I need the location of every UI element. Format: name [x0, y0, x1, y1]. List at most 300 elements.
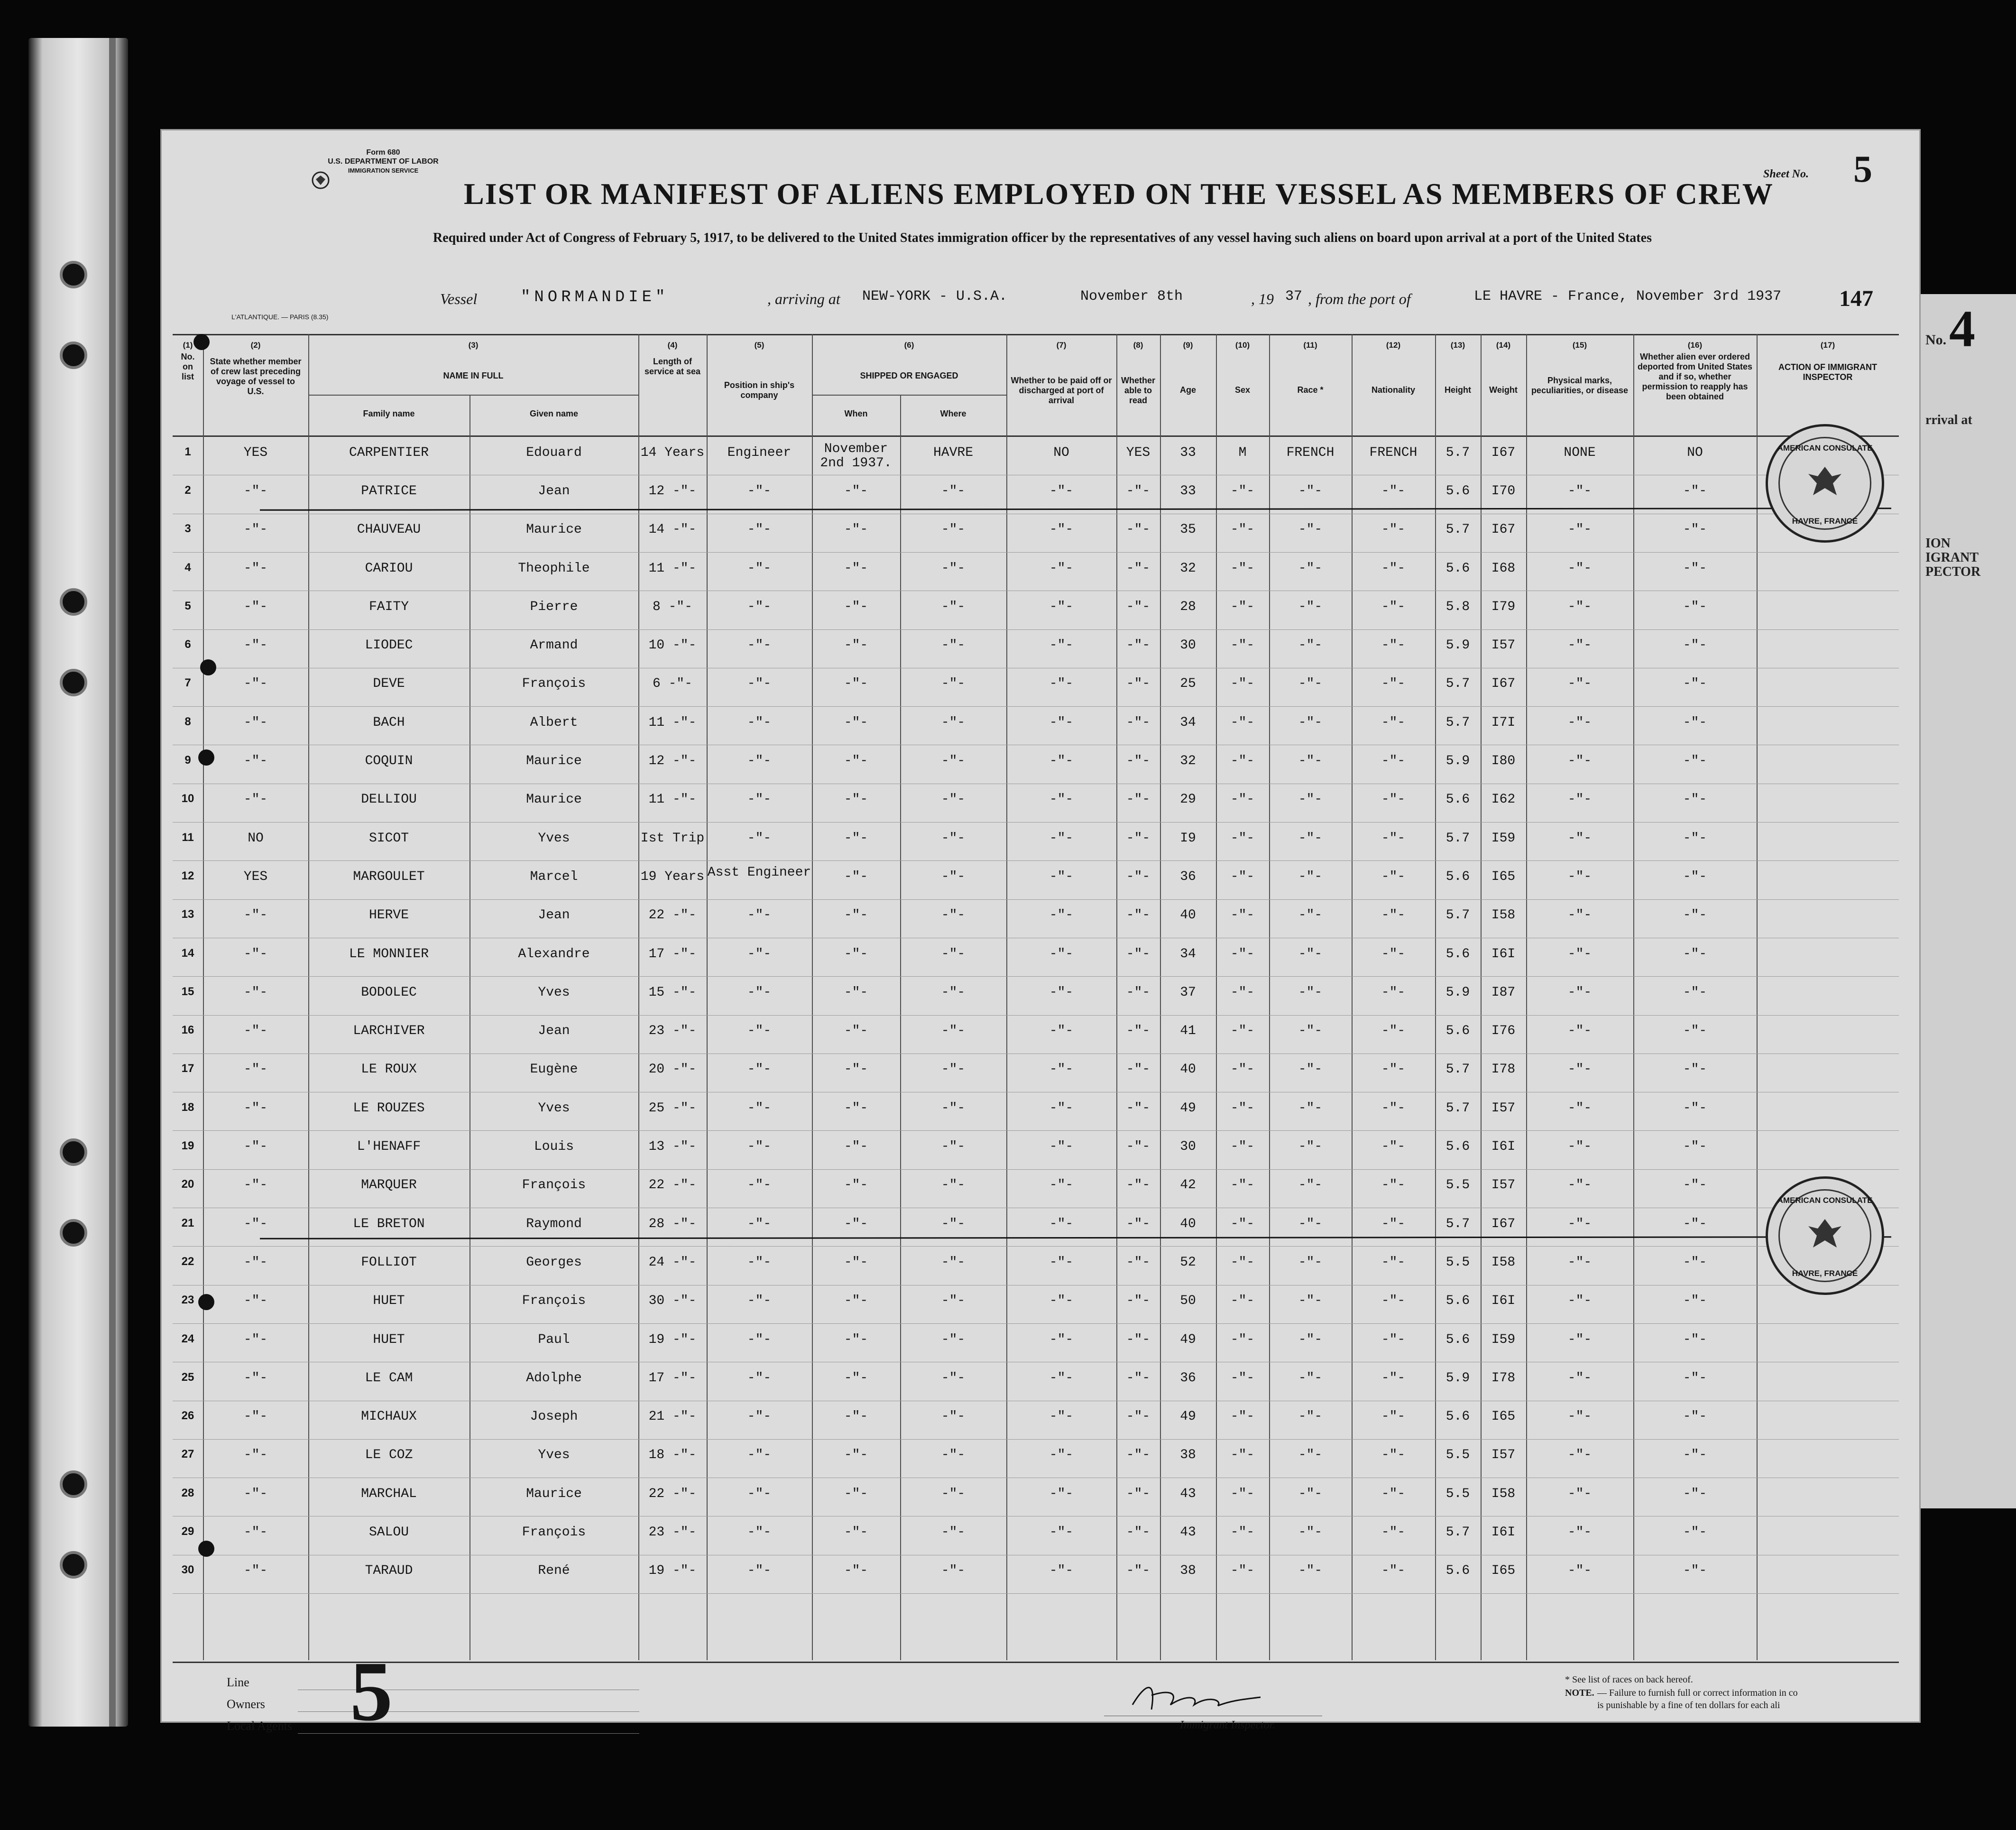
cell-sex: -"- [1230, 1255, 1255, 1270]
cell-weight: I76 [1491, 1024, 1516, 1039]
cell-age: 32 [1180, 754, 1196, 769]
cell-no: 24 [181, 1332, 194, 1345]
cell-service: 24 -"- [648, 1255, 697, 1270]
cell-when: -"- [844, 483, 868, 499]
table-row [160, 517, 1899, 555]
cell-sex: M [1238, 445, 1247, 460]
cell-paid: -"- [1049, 1294, 1074, 1309]
cell-deported: -"- [1683, 792, 1707, 807]
cell-age: 49 [1180, 1332, 1196, 1347]
local-agents-label: Local Agents [227, 1719, 292, 1733]
cell-prev: -"- [243, 1216, 268, 1231]
cell-race: -"- [1298, 908, 1323, 923]
column-number: (13) [1450, 341, 1465, 350]
cell-prev: -"- [243, 908, 268, 923]
cell-given: Louis [534, 1139, 574, 1155]
cell-family: L'HENAFF [357, 1139, 421, 1155]
cell-weight: I6I [1491, 1294, 1516, 1309]
cell-height: 5.6 [1445, 869, 1470, 884]
cell-race: -"- [1298, 754, 1323, 769]
cell-nat: -"- [1381, 483, 1406, 499]
cell-sex: -"- [1230, 1216, 1255, 1231]
cell-paid: -"- [1049, 561, 1074, 576]
cell-deported: -"- [1683, 946, 1707, 961]
cell-read: -"- [1126, 1486, 1151, 1501]
cell-position: -"- [747, 985, 772, 1000]
table-row [160, 786, 1899, 825]
cell-when: -"- [844, 1486, 868, 1501]
cell-age: I9 [1180, 831, 1196, 846]
cell-service: 20 -"- [648, 1062, 697, 1077]
form-header [322, 148, 445, 175]
cell-weight: I67 [1491, 522, 1516, 537]
cell-race: -"- [1298, 1332, 1323, 1347]
cell-read: -"- [1126, 869, 1151, 884]
cell-service: 30 -"- [648, 1294, 697, 1309]
eagle-emblem-icon [1804, 1212, 1846, 1255]
cell-no: 26 [181, 1409, 194, 1423]
cell-paid: -"- [1049, 908, 1074, 923]
cell-read: -"- [1126, 599, 1151, 614]
table-row [160, 902, 1899, 941]
cell-height: 5.9 [1445, 638, 1470, 653]
cell-position: -"- [747, 561, 772, 576]
immigrant-inspector-label: Immigrant Inspector. [1180, 1719, 1276, 1731]
cell-read: -"- [1126, 985, 1151, 1000]
cell-race: -"- [1298, 676, 1323, 692]
cell-family: MICHAUX [361, 1409, 417, 1424]
cell-service: 12 -"- [648, 483, 697, 499]
cell-nat: FRENCH [1369, 445, 1418, 460]
punch-hole [198, 749, 214, 766]
cell-read: -"- [1126, 1409, 1151, 1424]
cell-race: FRENCH [1286, 445, 1335, 460]
from-port-label: , from the port of [1308, 290, 1411, 307]
cell-when: -"- [844, 869, 868, 884]
cell-family: TARAUD [365, 1563, 413, 1579]
cell-no: 2 [184, 483, 191, 497]
cell-age: 28 [1180, 599, 1196, 614]
cell-deported: -"- [1683, 483, 1707, 499]
cell-prev: -"- [243, 1255, 268, 1270]
cell-service: 14 -"- [648, 522, 697, 537]
cell-position: -"- [747, 1216, 772, 1231]
cell-paid: -"- [1049, 1332, 1074, 1347]
cell-given: Georges [526, 1255, 582, 1270]
cell-deported: -"- [1683, 869, 1707, 884]
cell-position: -"- [747, 1332, 772, 1347]
cell-no: 13 [181, 908, 194, 921]
cell-family: SALOU [368, 1525, 409, 1540]
column-header: NAME IN FULL [443, 371, 504, 380]
cell-deported: -"- [1683, 676, 1707, 692]
cell-nat: -"- [1381, 561, 1406, 576]
cell-family: CARPENTIER [349, 445, 429, 460]
cell-weight: I58 [1491, 1255, 1516, 1270]
cell-deported: -"- [1683, 1409, 1707, 1424]
cell-given: Eugène [530, 1062, 578, 1077]
cell-age: 32 [1180, 561, 1196, 576]
cell-service: 17 -"- [648, 946, 697, 961]
table-row [160, 863, 1899, 902]
cell-nat: -"- [1381, 599, 1406, 614]
underline [298, 1733, 639, 1734]
cell-read: -"- [1126, 561, 1151, 576]
cell-marks: -"- [1567, 1332, 1592, 1347]
page-number: 147 [1839, 286, 1873, 311]
cell-weight: I57 [1491, 1178, 1516, 1193]
punch-hole [198, 1541, 214, 1557]
cell-no: 16 [181, 1024, 194, 1037]
cell-sex: -"- [1230, 1062, 1255, 1077]
cell-paid: -"- [1049, 1448, 1074, 1463]
cell-given: Joseph [530, 1409, 578, 1424]
cell-paid: -"- [1049, 1563, 1074, 1579]
cell-where: -"- [941, 908, 966, 923]
stamp-top-text: AMERICAN CONSULATE [1777, 1196, 1873, 1205]
table-row [160, 825, 1899, 863]
cell-family: LE MONNIER [349, 946, 429, 961]
cell-position: -"- [747, 522, 772, 537]
table-row [160, 709, 1899, 748]
cell-position: -"- [747, 754, 772, 769]
cell-nat: -"- [1381, 715, 1406, 730]
cell-nat: -"- [1381, 1062, 1406, 1077]
cell-race: -"- [1298, 1409, 1323, 1424]
fragment-text: rrival at [1925, 413, 1972, 427]
table-row [160, 1249, 1899, 1287]
cell-race: -"- [1298, 792, 1323, 807]
cell-deported: -"- [1683, 985, 1707, 1000]
cell-deported: -"- [1683, 1563, 1707, 1579]
cell-marks: -"- [1567, 1139, 1592, 1155]
eagle-seal-icon [311, 171, 330, 192]
service-name: IMMIGRATION SERVICE [348, 167, 419, 174]
cell-read: -"- [1126, 1255, 1151, 1270]
column-number: (12) [1386, 341, 1401, 350]
cell-marks: -"- [1567, 831, 1592, 846]
cell-prev: YES [243, 869, 268, 884]
cell-prev: -"- [243, 1139, 268, 1155]
cell-where: -"- [941, 1139, 966, 1155]
cell-given: Edouard [526, 445, 582, 460]
cell-sex: -"- [1230, 1370, 1255, 1386]
cell-when: -"- [844, 676, 868, 692]
cell-family: CHAUVEAU [357, 522, 421, 537]
cell-family: BODOLEC [361, 985, 417, 1000]
cell-weight: I65 [1491, 1409, 1516, 1424]
cell-read: -"- [1126, 1448, 1151, 1463]
cell-age: 33 [1180, 445, 1196, 460]
cell-family: FOLLIOT [361, 1255, 417, 1270]
cell-nat: -"- [1381, 1332, 1406, 1347]
cell-prev: -"- [243, 1062, 268, 1077]
column-header: Race * [1297, 385, 1324, 395]
cell-service: Ist Trip [640, 831, 705, 846]
cell-where: -"- [941, 1178, 966, 1193]
cell-position: -"- [747, 1409, 772, 1424]
cell-given: Maurice [526, 754, 582, 769]
cell-family: PATRICE [361, 483, 417, 499]
cell-prev: -"- [243, 1409, 268, 1424]
form-number: Form 680 [366, 148, 400, 157]
cell-weight: I67 [1491, 1216, 1516, 1231]
cell-no: 7 [184, 676, 191, 690]
owners-label: Owners [227, 1697, 265, 1711]
cell-family: LE CAM [365, 1370, 413, 1386]
cell-marks: -"- [1567, 946, 1592, 961]
cell-race: -"- [1298, 1370, 1323, 1386]
cell-read: -"- [1126, 1525, 1151, 1540]
cell-family: SICOT [368, 831, 409, 846]
cell-race: -"- [1298, 985, 1323, 1000]
column-number: (5) [754, 341, 764, 350]
cell-marks: -"- [1567, 1525, 1592, 1540]
year-prefix: , 19 [1251, 290, 1274, 307]
cell-read: -"- [1126, 946, 1151, 961]
cell-nat: -"- [1381, 792, 1406, 807]
cell-height: 5.7 [1445, 522, 1470, 537]
cell-deported: -"- [1683, 1139, 1707, 1155]
cell-marks: -"- [1567, 1100, 1592, 1116]
cell-read: -"- [1126, 1294, 1151, 1309]
cell-given: Adolphe [526, 1370, 582, 1386]
cell-marks: -"- [1567, 869, 1592, 884]
cell-given: Maurice [526, 792, 582, 807]
cell-given: François [522, 1525, 586, 1540]
cell-when: -"- [844, 946, 868, 961]
cell-no: 30 [181, 1563, 194, 1577]
cell-paid: -"- [1049, 1370, 1074, 1386]
cell-position: -"- [747, 638, 772, 653]
cell-nat: -"- [1381, 676, 1406, 692]
cell-service: 21 -"- [648, 1409, 697, 1424]
column-number: (3) [468, 341, 479, 350]
table-row [160, 979, 1899, 1017]
cell-when: -"- [844, 1062, 868, 1077]
cell-deported: -"- [1683, 715, 1707, 730]
cell-sex: -"- [1230, 1332, 1255, 1347]
cell-read: YES [1126, 445, 1151, 460]
cell-marks: -"- [1567, 561, 1592, 576]
cell-when: -"- [844, 1409, 868, 1424]
cell-race: -"- [1298, 483, 1323, 499]
cell-height: 5.6 [1445, 1139, 1470, 1155]
cell-sex: -"- [1230, 792, 1255, 807]
cell-race: -"- [1298, 1448, 1323, 1463]
column-header: Whether able to read [1121, 376, 1155, 405]
column-header: SHIPPED OR ENGAGED [860, 371, 958, 380]
cell-height: 5.5 [1445, 1448, 1470, 1463]
cell-age: 50 [1180, 1294, 1196, 1309]
cell-when: November 2nd 1937. [820, 442, 892, 471]
cell-marks: -"- [1567, 1448, 1592, 1463]
cell-paid: -"- [1049, 676, 1074, 692]
cell-read: -"- [1126, 1024, 1151, 1039]
cell-read: -"- [1126, 715, 1151, 730]
cell-given: François [522, 1178, 586, 1193]
table-row [160, 593, 1899, 632]
cell-read: -"- [1126, 908, 1151, 923]
cell-height: 5.6 [1445, 792, 1470, 807]
cell-no: 15 [181, 985, 194, 998]
cell-height: 5.7 [1445, 1216, 1470, 1231]
cell-nat: -"- [1381, 1294, 1406, 1309]
page-subtitle: Required under Act of Congress of February 5, 1917, to be delivered to the United States immigration officer by the representatives of any vessel having such aliens on board upon arrival at a port of the United States [433, 231, 1652, 245]
cell-race: -"- [1298, 522, 1323, 537]
table-row [160, 1442, 1899, 1480]
cell-age: 36 [1180, 869, 1196, 884]
table-row [160, 1558, 1899, 1596]
cell-marks: -"- [1567, 985, 1592, 1000]
table-row [160, 1480, 1899, 1519]
cell-no: 4 [184, 561, 191, 574]
stamp-bottom-text: HAVRE, FRANCE [1792, 517, 1858, 526]
cell-service: 23 -"- [648, 1525, 697, 1540]
cell-height: 5.5 [1445, 1255, 1470, 1270]
cell-weight: I62 [1491, 792, 1516, 807]
cell-given: Maurice [526, 1486, 582, 1501]
cell-position: -"- [747, 599, 772, 614]
cell-nat: -"- [1381, 522, 1406, 537]
cell-height: 5.7 [1445, 445, 1470, 460]
departure-port: LE HAVRE - France, November 3rd 1937 [1474, 288, 1782, 305]
cell-race: -"- [1298, 1294, 1323, 1309]
table-row [160, 1172, 1899, 1211]
cell-deported: -"- [1683, 1255, 1707, 1270]
cell-when: -"- [844, 908, 868, 923]
cell-race: -"- [1298, 1486, 1323, 1501]
fragment-text: ION [1925, 536, 1951, 551]
table-row [160, 1211, 1899, 1249]
cell-paid: -"- [1049, 1255, 1074, 1270]
cell-service: 19 Years [640, 869, 705, 884]
cell-no: 17 [181, 1062, 194, 1075]
cell-nat: -"- [1381, 754, 1406, 769]
cell-marks: -"- [1567, 792, 1592, 807]
cell-deported: -"- [1683, 1024, 1707, 1039]
cell-when: -"- [844, 1139, 868, 1155]
fragment-text: IGRANT [1925, 550, 1979, 565]
cell-height: 5.7 [1445, 1100, 1470, 1116]
cell-family: LIODEC [365, 638, 413, 653]
cell-nat: -"- [1381, 908, 1406, 923]
cell-service: 19 -"- [648, 1563, 697, 1579]
cell-family: CARIOU [365, 561, 413, 576]
cell-where: -"- [941, 676, 966, 692]
cell-prev: -"- [243, 676, 268, 692]
cell-no: 1 [184, 445, 191, 458]
cell-age: 29 [1180, 792, 1196, 807]
cell-family: LE COZ [365, 1448, 413, 1463]
cell-height: 5.6 [1445, 561, 1470, 576]
cell-when: -"- [844, 522, 868, 537]
cell-nat: -"- [1381, 1178, 1406, 1193]
cell-service: 17 -"- [648, 1370, 697, 1386]
cell-age: 43 [1180, 1525, 1196, 1540]
cell-where: -"- [941, 483, 966, 499]
cell-paid: -"- [1049, 1216, 1074, 1231]
cell-age: 40 [1180, 908, 1196, 923]
cell-nat: -"- [1381, 1563, 1406, 1579]
binder-hole [60, 1219, 87, 1247]
cell-position: -"- [747, 792, 772, 807]
cell-prev: -"- [243, 599, 268, 614]
column-number: (15) [1572, 341, 1587, 350]
column-header: Age [1179, 385, 1196, 395]
cell-given: François [522, 1294, 586, 1309]
cell-no: 12 [181, 869, 194, 882]
table-row [160, 1326, 1899, 1365]
cell-where: -"- [941, 1294, 966, 1309]
cell-deported: -"- [1683, 1370, 1707, 1386]
cell-position: Asst Engineer [707, 865, 811, 880]
cell-no: 6 [184, 638, 191, 651]
cell-given: Jean [538, 1024, 570, 1039]
cell-given: Raymond [526, 1216, 582, 1231]
cell-family: LARCHIVER [353, 1024, 425, 1039]
cell-prev: -"- [243, 1294, 268, 1309]
cell-age: 52 [1180, 1255, 1196, 1270]
cell-no: 18 [181, 1100, 194, 1114]
cell-marks: -"- [1567, 1024, 1592, 1039]
cell-no: 9 [184, 754, 191, 767]
cell-weight: I70 [1491, 483, 1516, 499]
cell-position: -"- [747, 715, 772, 730]
cell-service: 11 -"- [648, 792, 697, 807]
printer-imprint: L'ATLANTIQUE. — PARIS (8.35) [231, 313, 329, 321]
cell-no: 20 [181, 1178, 194, 1191]
cell-marks: -"- [1567, 1294, 1592, 1309]
cell-prev: -"- [243, 754, 268, 769]
cell-weight: I58 [1491, 908, 1516, 923]
fragment-text: PECTOR [1925, 564, 1981, 579]
cell-no: 19 [181, 1139, 194, 1153]
cell-sex: -"- [1230, 908, 1255, 923]
cell-where: -"- [941, 1525, 966, 1540]
cell-marks: -"- [1567, 754, 1592, 769]
column-header: No. on list [181, 352, 195, 381]
cell-paid: -"- [1049, 1062, 1074, 1077]
cell-read: -"- [1126, 1139, 1151, 1155]
cell-sex: -"- [1230, 869, 1255, 884]
cell-service: 23 -"- [648, 1024, 697, 1039]
cell-given: Jean [538, 483, 570, 499]
cell-when: -"- [844, 792, 868, 807]
column-number: (14) [1496, 341, 1511, 350]
cell-position: -"- [747, 1563, 772, 1579]
cell-paid: -"- [1049, 831, 1074, 846]
cell-no: 3 [184, 522, 191, 536]
cell-family: COQUIN [365, 754, 413, 769]
cell-sex: -"- [1230, 676, 1255, 692]
cell-prev: -"- [243, 1178, 268, 1193]
cell-family: HUET [373, 1332, 405, 1347]
fragment-no-label: No. [1925, 332, 1947, 348]
cell-given: Maurice [526, 522, 582, 537]
cell-paid: NO [1053, 445, 1069, 460]
cell-nat: -"- [1381, 1370, 1406, 1386]
cell-weight: I6I [1491, 946, 1516, 961]
column-number: (2) [250, 341, 261, 350]
cell-height: 5.5 [1445, 1486, 1470, 1501]
table-row [160, 555, 1899, 593]
cell-paid: -"- [1049, 1100, 1074, 1116]
column-number: (4) [667, 341, 678, 350]
cell-marks: -"- [1567, 1486, 1592, 1501]
cell-position: -"- [747, 1255, 772, 1270]
cell-sex: -"- [1230, 1563, 1255, 1579]
